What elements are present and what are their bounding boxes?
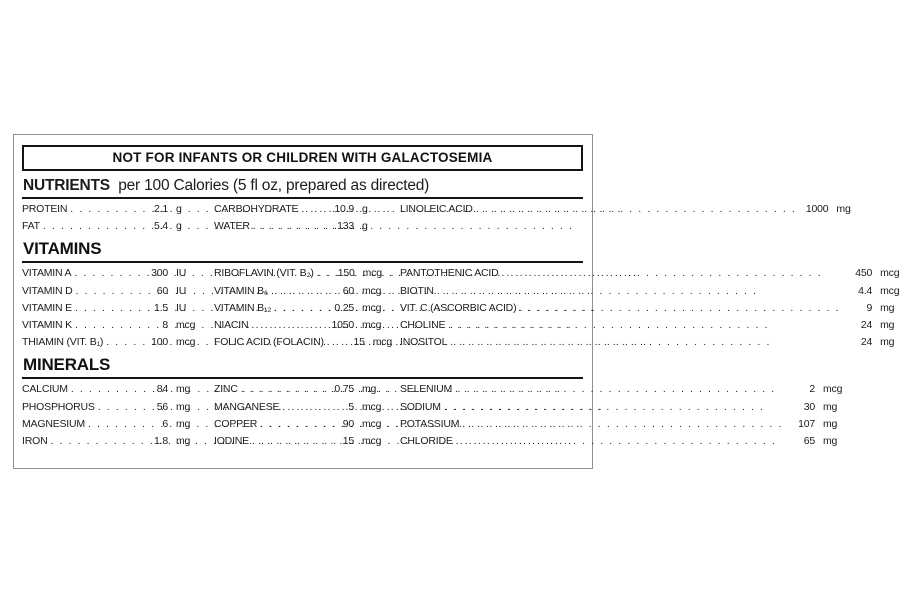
dot-leader — [455, 381, 783, 398]
nutrient-unit: IU — [176, 301, 187, 314]
nutrients-grid — [22, 201, 851, 235]
nutrient-value: 4.4 — [858, 284, 873, 297]
nutrient-value: 150 — [337, 267, 355, 280]
dot-leader — [450, 334, 840, 351]
nutrient-name: PROTEIN — [22, 203, 68, 215]
nutrient-value: 24 — [860, 336, 873, 349]
nutrient-value: 133 — [337, 220, 354, 233]
nutrient-value: 300 — [151, 267, 168, 280]
nutrient-name: MANGANESE — [214, 400, 280, 413]
nutrient-row — [22, 265, 200, 282]
nutrient-unit: mg — [880, 301, 895, 314]
nutrient-name: THIAMIN (VIT. B₁) — [22, 336, 104, 349]
nutrient-name: NIACIN — [214, 319, 249, 332]
nutrient-unit: mcg — [362, 319, 382, 332]
dot-leader — [75, 300, 136, 317]
nutrient-unit: mcg — [362, 400, 382, 413]
nutrient-unit: mcg — [880, 267, 900, 280]
nutrient-name: ZINC — [214, 383, 238, 396]
minerals-rule — [22, 377, 583, 379]
nutrient-unit: mg — [823, 400, 838, 413]
nutrients-subtitle: per 100 Calories (5 fl oz, prepared as directed) — [118, 177, 430, 194]
nutrient-row — [214, 201, 386, 218]
nutrient-value: 1050 — [331, 319, 354, 332]
nutrient-unit: mcg — [176, 336, 196, 349]
nutrient-unit: mcg — [372, 336, 393, 349]
dot-leader — [251, 317, 322, 334]
dot-leader — [253, 218, 322, 235]
dot-leader — [271, 283, 322, 300]
nutrient-name: VITAMIN E — [22, 301, 72, 314]
nutrients-column-2 — [214, 201, 386, 235]
nutrient-value: 5 — [348, 400, 354, 413]
nutrient-name: VITAMIN K — [22, 319, 72, 332]
nutrient-name: BIOTIN — [400, 284, 434, 297]
nutrient-name: FAT — [22, 220, 40, 233]
nutrient-value: 107 — [798, 417, 815, 430]
nutrient-unit: g — [176, 220, 182, 233]
nutrient-row — [214, 300, 386, 317]
nutrient-value: 5.4 — [154, 220, 168, 233]
minerals-title: MINERALS — [23, 355, 111, 375]
dot-leader — [462, 416, 783, 433]
dot-leader — [274, 300, 322, 317]
minerals-grid — [22, 381, 843, 450]
dot-leader — [317, 265, 323, 282]
nutrient-row — [400, 317, 904, 334]
nutrient-name: FOLIC ACID (FOLACIN) — [214, 336, 324, 349]
nutrient-row — [214, 399, 386, 416]
nutrient-row — [214, 416, 386, 433]
nutrient-name: CHOLINE — [400, 319, 446, 332]
nutrient-value: 84 — [156, 383, 168, 396]
nutrient-value: 0.25 — [334, 301, 354, 314]
dot-leader — [476, 201, 797, 218]
nutrient-name: SODIUM — [400, 400, 441, 413]
dot-leader — [241, 381, 322, 398]
nutrient-value: 450 — [855, 267, 873, 280]
nutrient-value: 8 — [162, 319, 168, 332]
nutrient-unit: mcg — [362, 301, 382, 314]
nutrient-name: VITAMIN B₁₂ — [214, 301, 272, 314]
nutrient-unit: g — [176, 203, 182, 215]
dot-leader — [74, 265, 136, 282]
nutrient-value: 60 — [156, 284, 168, 297]
nutrients-rule — [22, 197, 583, 199]
nutrient-unit: g — [362, 220, 368, 233]
nutrient-unit: mg — [176, 435, 191, 448]
minerals-column-1 — [22, 381, 200, 450]
dot-leader — [260, 416, 322, 433]
vitamins-title: VITAMINS — [23, 239, 102, 259]
nutrient-value: 2 — [809, 383, 815, 396]
vitamins-column-3 — [400, 265, 904, 351]
nutrient-row — [214, 381, 386, 398]
nutrient-row — [400, 300, 904, 317]
dot-leader — [76, 283, 136, 300]
nutrient-row — [214, 433, 386, 450]
nutrient-unit: mcg — [362, 284, 382, 297]
nutrient-unit: IU — [176, 267, 187, 280]
nutrient-name: SELENIUM — [400, 383, 453, 396]
nutrient-row — [22, 218, 200, 235]
dot-leader — [519, 300, 840, 317]
nutrients-column-1 — [22, 201, 200, 235]
nutrient-unit: mcg — [880, 284, 900, 297]
nutrient-name: VITAMIN A — [22, 267, 72, 280]
vitamins-grid — [22, 265, 900, 351]
nutrient-unit: mg — [880, 319, 895, 332]
nutrient-value: 1000 — [805, 203, 829, 215]
nutrient-unit: mg — [880, 336, 895, 349]
vitamins-column-2 — [214, 265, 393, 351]
dot-leader — [75, 317, 136, 334]
nutrient-name: PHOSPHORUS — [22, 400, 95, 413]
minerals-column-2 — [214, 381, 386, 450]
nutrient-value: 15 — [353, 336, 365, 349]
nutrient-unit: mcg — [176, 319, 196, 332]
nutrient-row — [400, 283, 904, 300]
nutrient-value: 30 — [803, 400, 815, 413]
nutrient-name: CARBOHYDRATE — [214, 203, 299, 215]
nutrient-row — [214, 317, 386, 334]
nutrient-unit: IU — [176, 284, 187, 297]
nutrient-row — [22, 317, 200, 334]
dot-leader — [88, 416, 136, 433]
dot-leader — [43, 218, 136, 235]
nutrient-value: 10.9 — [334, 203, 354, 215]
nutrient-row — [22, 201, 200, 218]
nutrient-name: IODINE — [214, 435, 249, 448]
nutrient-unit: mg — [362, 383, 377, 396]
nutrient-row — [400, 416, 847, 433]
nutrient-value: 100 — [151, 336, 168, 349]
nutrient-row — [22, 334, 200, 351]
nutrient-unit: g — [362, 203, 368, 215]
nutrient-row — [22, 399, 200, 416]
dot-leader — [327, 334, 333, 351]
nutrient-row — [400, 265, 904, 282]
nutrient-value: 90 — [342, 417, 354, 430]
nutrient-row — [400, 381, 847, 398]
nutrient-row — [22, 433, 200, 450]
nutrient-value: 60 — [342, 284, 354, 297]
nutrient-row — [214, 265, 386, 282]
nutrient-name: LINOLEIC ACID — [400, 203, 473, 215]
nutrient-unit: mcg — [362, 267, 382, 280]
nutrient-name: CALCIUM — [22, 383, 68, 396]
nutrient-unit: mg — [823, 417, 838, 430]
nutrient-name: INOSITOL — [400, 336, 448, 349]
nutrient-value: 15 — [342, 435, 354, 448]
nutrients-heading — [23, 176, 583, 195]
dot-leader — [448, 317, 840, 334]
nutrient-row — [22, 381, 200, 398]
dot-leader — [301, 201, 322, 218]
nutrient-name: RIBOFLAVIN (VIT. B₂) — [214, 267, 314, 280]
nutrient-name: POTASSIUM — [400, 417, 460, 430]
nutrient-row — [400, 334, 904, 351]
dot-leader — [98, 399, 136, 416]
dot-leader — [252, 433, 322, 450]
nutrients-title: NUTRIENTS — [23, 177, 110, 194]
nutrient-name: MAGNESIUM — [22, 417, 85, 430]
nutrient-unit: mcg — [823, 383, 843, 396]
nutrient-unit: mg — [176, 383, 191, 396]
nutrient-row — [214, 218, 386, 235]
nutrients-column-3 — [400, 201, 860, 235]
nutrient-value: 24 — [860, 319, 873, 332]
nutrient-name: COPPER — [214, 417, 258, 430]
dot-leader — [437, 283, 840, 300]
nutrient-unit: mg — [176, 400, 191, 413]
nutrient-name: PANTOTHENIC ACID — [400, 267, 499, 280]
nutrient-value: 2.1 — [154, 203, 168, 215]
dot-leader — [106, 334, 136, 351]
dot-leader — [444, 399, 783, 416]
nutrient-name: VITAMIN D — [22, 284, 73, 297]
nutrition-panel — [13, 134, 900, 469]
nutrient-name: IRON — [22, 435, 48, 448]
minerals-column-3 — [400, 381, 847, 450]
nutrient-value: 56 — [156, 400, 168, 413]
nutrient-value: 1.5 — [154, 301, 168, 314]
nutrient-unit: mcg — [362, 417, 382, 430]
nutrient-row — [400, 433, 847, 450]
nutrient-value: 9 — [866, 301, 873, 314]
nutrient-row — [22, 416, 200, 433]
nutrient-name: VIT. C (ASCORBIC ACID) — [400, 301, 517, 314]
dot-leader — [50, 433, 136, 450]
dot-leader — [456, 433, 783, 450]
nutrient-unit: mg — [836, 203, 851, 215]
nutrient-name: VITAMIN B₆ — [214, 284, 268, 297]
nutrient-unit: mg — [176, 417, 191, 430]
nutrient-value: 1.8 — [154, 435, 168, 448]
dot-leader — [282, 399, 322, 416]
nutrient-row — [214, 334, 393, 351]
nutrient-unit: mcg — [362, 435, 382, 448]
nutrient-name: WATER — [214, 220, 250, 233]
nutrient-unit: mg — [823, 435, 838, 448]
nutrient-value: 6 — [162, 417, 168, 430]
nutrient-value: 65 — [803, 435, 815, 448]
nutrient-row — [22, 283, 200, 300]
nutrient-name: CHLORIDE — [400, 435, 453, 448]
dot-leader — [502, 265, 841, 282]
nutrient-row — [400, 399, 847, 416]
nutrient-row — [214, 283, 386, 300]
nutrient-value: 0.75 — [334, 383, 354, 396]
dot-leader — [71, 381, 136, 398]
nutrient-row — [400, 201, 860, 218]
dot-leader — [70, 201, 136, 218]
galactosemia-warning-banner: NOT FOR INFANTS OR CHILDREN WITH GALACTOSEMIA — [22, 145, 583, 171]
nutrient-row — [22, 300, 200, 317]
vitamins-rule — [22, 261, 583, 263]
vitamins-column-1 — [22, 265, 200, 351]
